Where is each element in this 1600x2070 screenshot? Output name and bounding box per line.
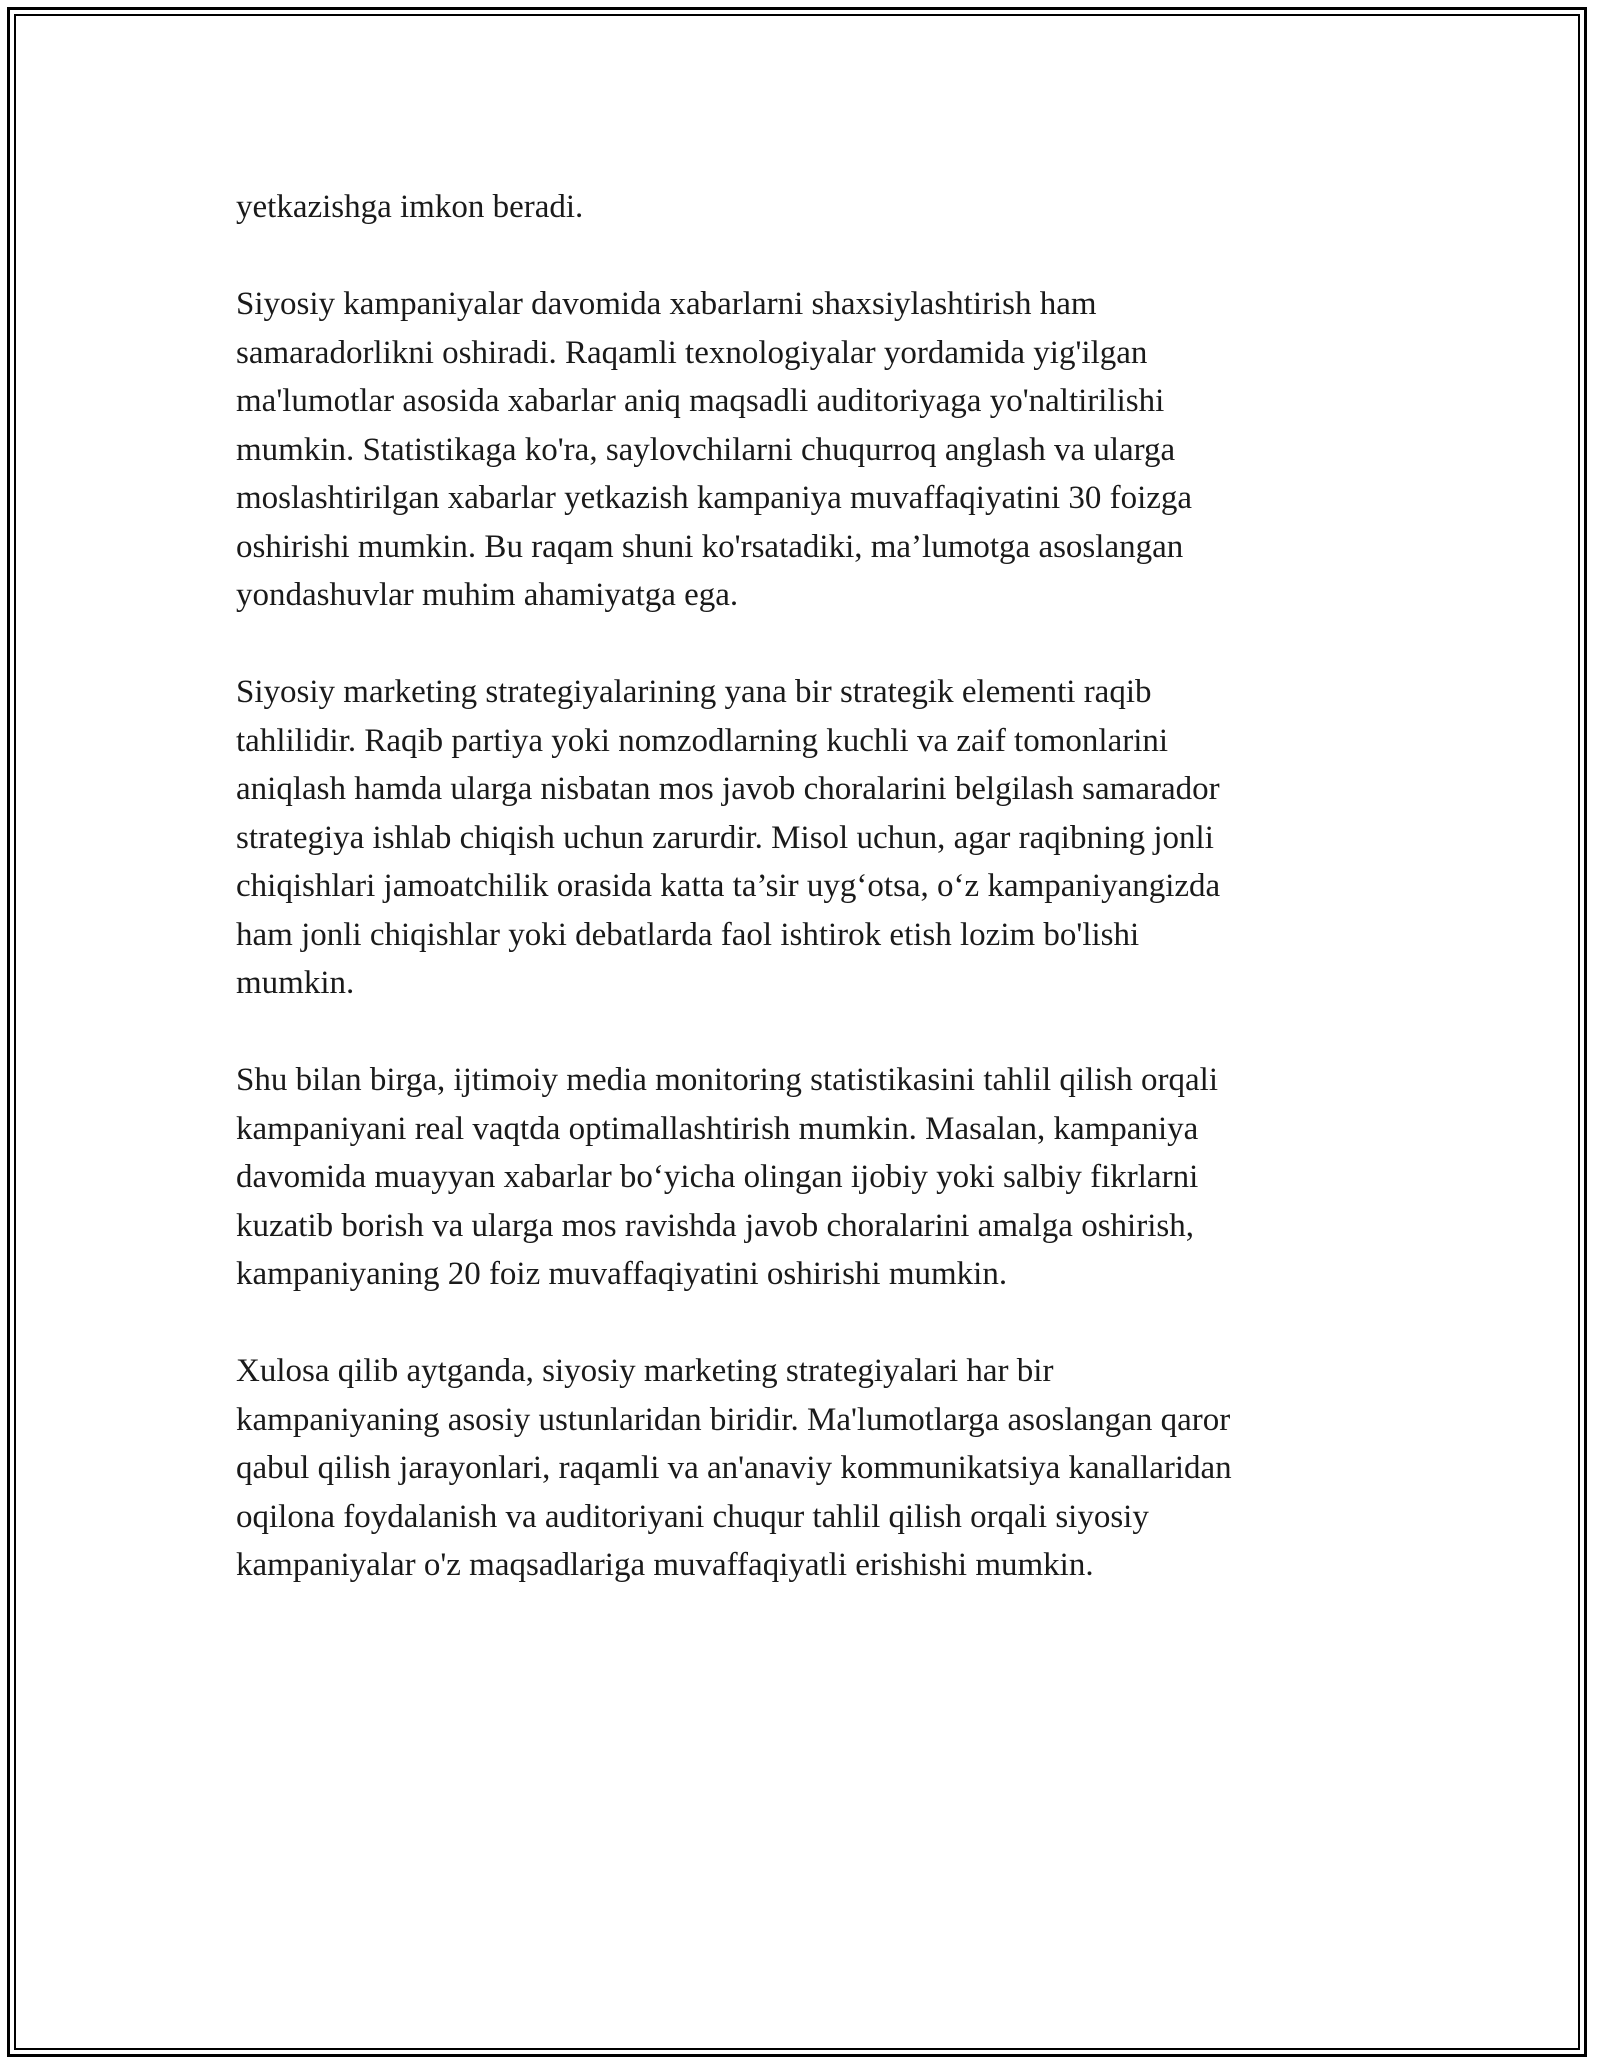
text-line: davomida muayyan xabarlar bo‘yicha olingan ijobiy yoki salbiy fikrlarni (236, 1159, 1199, 1195)
document-body (236, 183, 1366, 1638)
text-line: yondashuvlar muhim ahamiyatga ega. (236, 577, 739, 613)
text-line: oqilona foydalanish va auditoriyani chuqur tahlil qilish orqali siyosiy (236, 1498, 1149, 1535)
text-line: qabul qilish jarayonlari, raqamli va an'anaviy kommunikatsiya kanallaridan (236, 1450, 1232, 1486)
paragraph-1 (236, 183, 1366, 232)
text-line: ham jonli chiqishlar yoki debatlarda faol ishtirok etish lozim bo'lishi (236, 916, 1140, 953)
text-line: strategiya ishlab chiqish uchun zarurdir. Misol uchun, agar raqibning jonli (236, 819, 1214, 856)
text-line: Shu bilan birga, ijtimoiy media monitoring statistikasini tahlil qilish orqali (236, 1062, 1218, 1098)
text-line: kampaniyalar o'z maqsadlariga muvaffaqiyatli erishishi mumkin. (236, 1547, 1094, 1583)
text-line: moslashtirilgan xabarlar yetkazish kampaniya muvaffaqiyatini 30 foizga (236, 480, 1193, 516)
text-line: aniqlash hamda ularga nisbatan mos javob choralarini belgilash samarador (236, 771, 1220, 807)
text-line: Xulosa qilib aytganda, siyosiy marketing strategiyalari har bir (236, 1353, 1054, 1389)
text-line: Siyosiy marketing strategiyalarining yana bir strategik elementi raqib (236, 674, 1152, 710)
text-line: mumkin. (236, 965, 355, 1001)
text-line: Siyosiy kampaniyalar davomida xabarlarni shaxsiylashtirish ham (236, 286, 1097, 322)
paragraph-2 (236, 280, 1366, 620)
text-line: kampaniyaning asosiy ustunlaridan biridir. Ma'lumotlarga asoslangan qaror (236, 1401, 1231, 1438)
paragraph-4 (236, 1056, 1366, 1299)
paragraph-3 (236, 668, 1366, 1008)
text-line: kampaniyani real vaqtda optimallashtirish mumkin. Masalan, kampaniya (236, 1110, 1199, 1147)
text-line: mumkin. Statistikaga ko'ra, saylovchilarni chuqurroq anglash va ularga (236, 431, 1176, 468)
text-line: tahlilidir. Raqib partiya yoki nomzodlarning kuchli va zaif tomonlarini (236, 722, 1169, 759)
text-line: kampaniyaning 20 foiz muvaffaqiyatini oshirishi mumkin. (236, 1256, 1008, 1292)
text-line: oshirishi mumkin. Bu raqam shuni ko'rsatadiki, ma’lumotga asoslangan (236, 528, 1184, 565)
paragraph-5 (236, 1347, 1366, 1590)
text-line: chiqishlari jamoatchilik orasida katta ta’sir uyg‘otsa, o‘z kampaniyangizda (236, 868, 1221, 904)
text-line: kuzatib borish va ularga mos ravishda javob choralarini amalga oshirish, (236, 1207, 1194, 1244)
text-line: samaradorlikni oshiradi. Raqamli texnologiyalar yordamida yig'ilgan (236, 334, 1148, 371)
text-line: ma'lumotlar asosida xabarlar aniq maqsadli auditoriyaga yo'naltirilishi (236, 383, 1165, 419)
text-line: yetkazishga imkon beradi. (236, 189, 584, 225)
